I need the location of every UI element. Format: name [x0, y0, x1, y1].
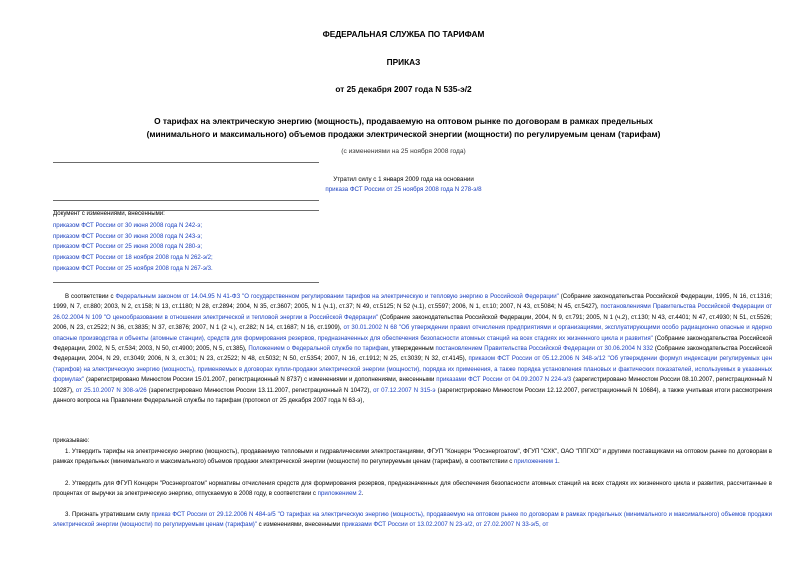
- appendix-1-link[interactable]: приложением 1: [514, 458, 558, 466]
- validity-note: Утратил силу с 1 января 2009 года на основании: [333, 176, 474, 183]
- divider: [53, 162, 319, 163]
- order-224-link[interactable]: приказами ФСТ России от 04.09.2007 N 224-э/3: [436, 376, 572, 384]
- item-1-paragraph: 1. Утвердить тарифы на электрическую энергию (мощность), продаваемую тепловыми и гидравлическими электростанциями, ФГУП "Концерн "Росэнергоатом", ФГУП "СХК", ОАО "ППГХО" и другими поставщиками на оптовом рынке по договорам в рамках предельных (минимального и максимального) объемов продажи электрической энергии (мощности) по регулируемым ценам (тарифам), в соответствии с приложением 1.: [53, 448, 772, 466]
- amending-orders-link[interactable]: приказами ФСТ России от 13.02.2007 N 23-э/2, от 27.02.2007 N 33-э/5, от: [341, 521, 549, 529]
- federal-law-link[interactable]: Федеральным законом от 14.04.95 N 41-ФЗ "О государственном регулировании тарифов на электрическую и тепловую энергию в Российской Федерации": [115, 293, 559, 300]
- change-link-2[interactable]: приказом ФСТ России от 30 июня 2008 года N 243-э;: [53, 233, 203, 240]
- validity-link[interactable]: приказа ФСТ России от 25 ноября 2008 года N 278-э/8: [325, 186, 482, 193]
- doc-date-number: от 25 декабря 2007 года N 535-э/2: [335, 84, 472, 94]
- doc-title-line-2: (минимального и максимального) объемов продажи электрической энергии (мощности) по регулируемым ценам (тарифам): [146, 129, 661, 139]
- doc-title-line-1: О тарифах на электрическую энергию (мощность), продаваемую на оптовом рынке по договорам в рамках предельных: [154, 116, 653, 126]
- change-link-5[interactable]: приказом ФСТ России от 25 ноября 2008 года N 267-э/3.: [53, 265, 213, 272]
- change-link-1[interactable]: приказом ФСТ России от 30 июня 2008 года N 242-э;: [53, 222, 203, 229]
- doc-type-heading: ПРИКАЗ: [386, 57, 421, 67]
- changes-heading: Документ с изменениями, внесенными:: [53, 210, 165, 217]
- divider: [53, 282, 319, 283]
- change-link-4[interactable]: приказом ФСТ России от 18 ноября 2008 года N 262-э/2;: [53, 254, 213, 261]
- amendments-note: (с изменениями на 25 ноября 2008 года): [341, 148, 466, 155]
- order-308-link[interactable]: от 25.10.2007 N 308-э/26: [75, 386, 147, 394]
- preamble-paragraph: В соответствии с Федеральным законом от 14.04.95 N 41-ФЗ "О государственном регулировании тарифов на электрическую и тепловую энергию в Российской Федерации" (Собрание законодательства Российской Федерации, 1995, N 16, ст.1316; 1999, N 7, ст.880; 2003, N 2, ст.158; N 13, ст.1180; N 28, ст.2894; 2004, N 35, ст.3607; 2005, N 1 (ч.1), ст.37; N 49, ст.5125; N 52 (ч.1), ст.5597; 2006, N 1, ст.10; 2007, N 43, ст.5084; N 45, ст.5427), постановлениями Правительства Российской Федерации от 26.02.2004 N 109 "О ценообразовании в отношении электрической и тепловой энергии в Российской Федерации" (Собрание законодательства Российской Федерации, 2004, N 9, ст.791; 2005, N 1 (ч.2), ст.130; N 43, ст.4401; N 47, ст.4930; N 51, ст.5526; 2006, N 23, ст.2522; N 36, ст.3835; N 37, ст.3876; 2007, N 1 (2 ч.), ст.282; N 14, ст.1687; N 16, ст.1909), от 30.01.2002 N 68 "Об утверждении правил отчисления предприятиями и организациями, эксплуатирующими особо радиационно опасные и ядерно опасные производства и объекты (атомные станции), средств для формирования резервов, предназначенных для обеспечения безопасности атомных станций на всех стадиях их жизненного цикла и развития" (Собрание законодательства Российской Федерации, 2002, N 5, ст.534; 2003, N 50, ст.4900; 2005, N 5, ст.385), Положением о Федеральной службе по тарифам, утвержденным постановлением Правительства Российской Федерации от 30.06.2004 N 332 (Собрание законодательства Российской Федерации, 2004, N 29, ст.3049; 2006, N 3, ст.301; N 23, ст.2522; N 48, ст.5032; N 50, ст.5354; 2007, N 16, ст.1912; N 25, ст.3039; N 32, ст.4145), приказом ФСТ России от 05.12.2006 N 348-э/12 "Об утверждении формул индексации регулируемых цен (тарифов) на электрическую энергию (мощность), применяемых в договорах купли-продажи электрической энергии (мощности), порядка их применения, а также порядка установления плановых и фактических показателей, используемых в указанных формулах" (зарегистрировано Минюстом России 15.01.2007, регистрационный N 8737) с изменениями и дополнениями, внесенными приказами ФСТ России от 04.09.2007 N 224-э/3 (зарегистрировано Минюстом России 08.10.2007, регистрационный N 10287), от 25.10.2007 N 308-э/26 (зарегистрировано Минюстом России 13.11.2007, регистрационный N 10472), от 07.12.2007 N 315-э (зарегистрировано Минюстом России 12.12.2007, регистрационный N 10684), а также учитывая итоги рассмотрения данного вопроса на Правлении Федеральной службы по тарифам (протокол от 25 декабря 2007 года N 63-э),: [53, 293, 773, 405]
- appendix-2-link[interactable]: приложением 2: [317, 490, 362, 498]
- fst-regulation-link[interactable]: Положением о Федеральной службе по тарифам: [248, 345, 389, 353]
- order-315-link[interactable]: от 07.12.2007 N 315-э: [373, 386, 436, 394]
- repealed-order-484-link[interactable]: приказ ФСТ России от 29.12.2006 N 484-э/5 "О тарифах на электрическую энергию (мощность), продаваемую на оптовом рынке по договорам в рамках предельных (минимального и максимального) объемов продажи электрической энергии (мощности) по регулируемым ценам (тарифам)": [53, 511, 773, 529]
- order-word: приказываю:: [53, 437, 90, 444]
- decree-332-link[interactable]: постановлением Правительства Российской Федерации от 30.06.2004 N 332: [435, 345, 654, 353]
- decree-68-link[interactable]: от 30.01.2002 N 68 "Об утверждении правил отчисления предприятиями и организациями, эксплуатирующими особо радиационно опасные и ядерно опасные производства и объекты (атомные станции), средств для формирования резервов, предназначенных для обеспечения безопасности атомных станций на всех стадиях их жизненного цикла и развития": [53, 324, 772, 342]
- agency-heading: ФЕДЕРАЛЬНАЯ СЛУЖБА ПО ТАРИФАМ: [322, 29, 485, 39]
- item-2-paragraph: 2. Утвердить для ФГУП Концерн "Росэнергоатом" нормативы отчисления средств для формирования резервов, предназначенных для обеспечения безопасности атомных станций на всех стадиях их жизненного цикла и развития, рассчитанные в процентах от выручки за электрическую энергию, отпускаемую в 2008 году, в соответствии с приложением 2.: [53, 480, 772, 498]
- divider: [53, 200, 319, 201]
- order-348-link[interactable]: приказом ФСТ России от 05.12.2006 N 348-э/12 "Об утверждении формул индексации регулируемых цен (тарифов) на электрическую энергию (мощность), применяемых в договорах купли-продажи электрической энергии (мощности), порядка их применения, а также порядка установления плановых и фактических показателей, используемых в указанных формулах": [53, 355, 772, 384]
- item-3-paragraph: 3. Признать утратившим силу приказ ФСТ России от 29.12.2006 N 484-э/5 "О тарифах на электрическую энергию (мощность), продаваемую на оптовом рынке по договорам в рамках предельных (минимального и максимального) объемов продажи электрической энергии (мощности) по регулируемым ценам (тарифам)" с изменениями, внесенными приказами ФСТ России от 13.02.2007 N 23-э/2, от 27.02.2007 N 33-э/5, от: [53, 511, 773, 529]
- change-link-3[interactable]: приказом ФСТ России от 25 июня 2008 года N 280-э;: [53, 243, 203, 250]
- government-decree-109-link[interactable]: постановлениями Правительства Российской Федерации от 26.02.2004 N 109 "О ценообразовании в отношении электрической и тепловой энергии в Российской Федерации": [53, 303, 772, 321]
